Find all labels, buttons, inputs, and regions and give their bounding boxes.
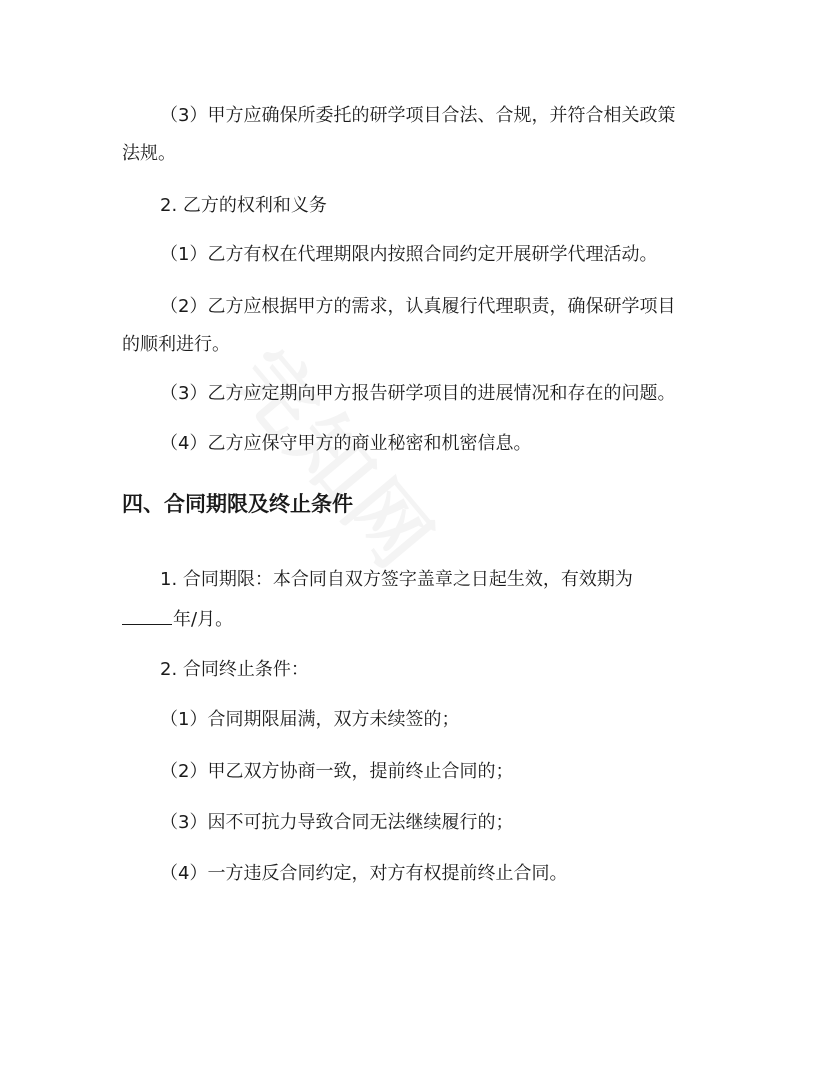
party-b-item-3: （3）乙方应定期向甲方报告研学项目的进展情况和存在的问题。 — [160, 383, 676, 404]
party-b-item-4: （4）乙方应保守甲方的商业秘密和机密信息。 — [160, 433, 532, 454]
contract-term-line-2 — [0, 606, 830, 632]
termination-item-4: （4）一方违反合同约定，对方有权提前终止合同。 — [160, 863, 568, 884]
party-a-item-3-line-1: （3）甲方应确保所委托的研学项目合法、合规，并符合相关政策 — [160, 105, 676, 126]
section-4-heading: 四、合同期限及终止条件 — [122, 492, 353, 516]
termination-item-2: （2）甲乙双方协商一致，提前终止合同的； — [160, 761, 514, 782]
termination-conditions-heading: 2. 合同终止条件： — [160, 659, 309, 680]
party-b-item-2-line-2: 的顺利进行。 — [122, 334, 230, 355]
termination-item-1: （1）合同期限届满，双方未续签的； — [160, 709, 460, 730]
party-a-item-3-line-2: 法规。 — [122, 143, 176, 164]
term-unit: 年/月。 — [173, 609, 234, 630]
contract-term-line-1: 1. 合同期限：本合同自双方签字盖章之日起生效，有效期为 — [160, 569, 633, 590]
term-blank-field — [122, 606, 172, 625]
party-b-heading: 2. 乙方的权利和义务 — [160, 195, 327, 216]
party-b-item-1: （1）乙方有权在代理期限内按照合同约定开展研学代理活动。 — [160, 244, 658, 265]
termination-item-3: （3）因不可抗力导致合同无法继续履行的； — [160, 812, 514, 833]
party-b-item-2-line-1: （2）乙方应根据甲方的需求，认真履行代理职责，确保研学项目 — [160, 296, 676, 317]
